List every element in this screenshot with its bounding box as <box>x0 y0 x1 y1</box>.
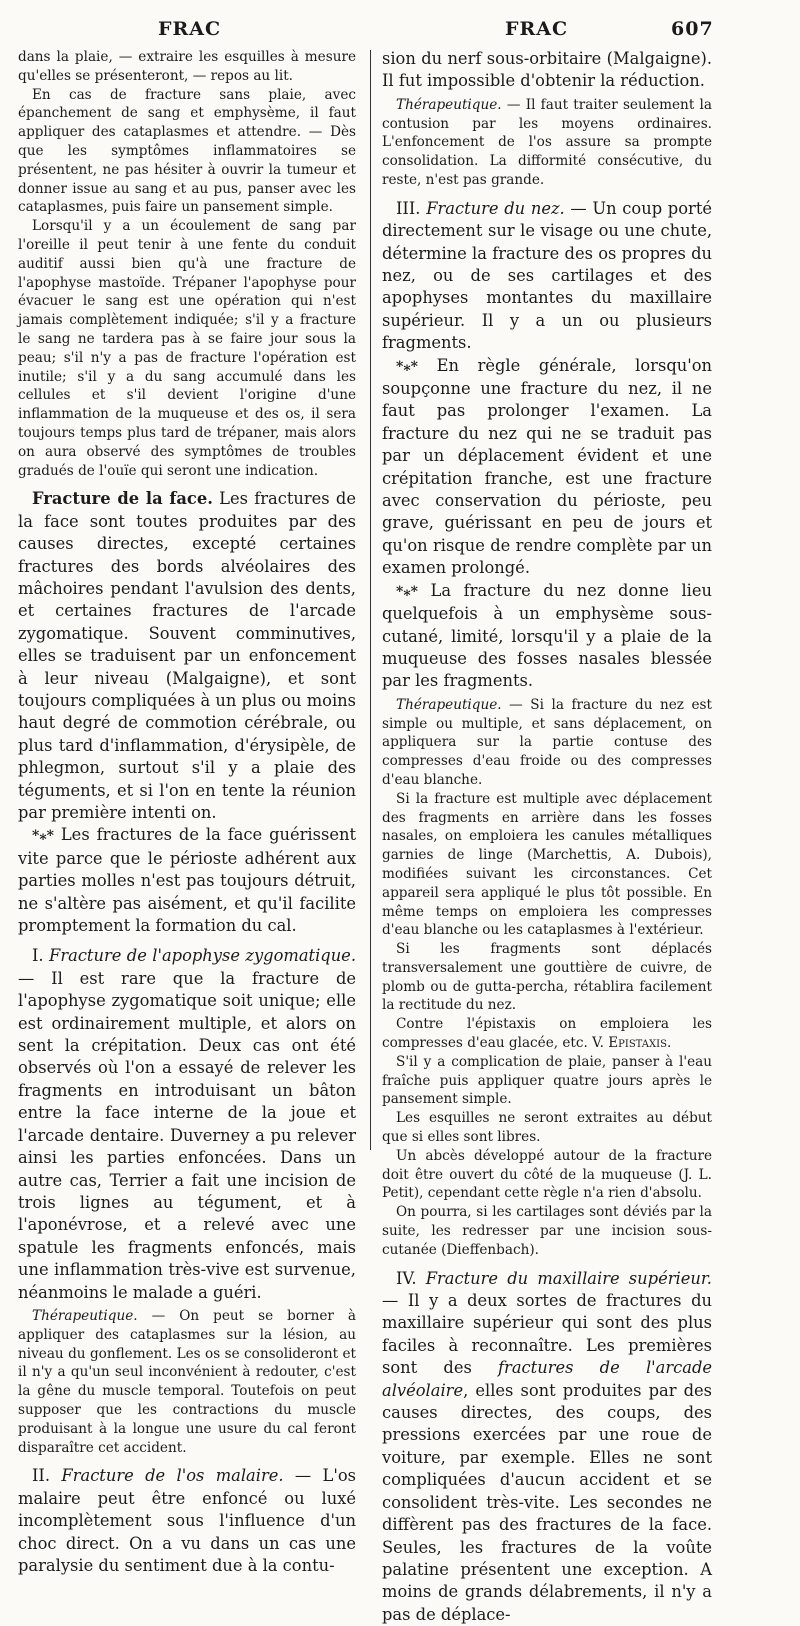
paragraph-text: Les fractures de la face sont toutes produites par des causes directes, excepté certaines fractures des bords alvéolaires des mâchoires pendant l'avulsion des dents, et certaines fractures de l'arcade zygomatique. Souvent comminutives, elles se traduisent par un enfoncement à leur niveau (Malgaigne), et sont toujours compliquées à un plus ou moins haut degré de commotion cérébrale, ou plus tard d'inflammation, d'érysipèle, de phlegmon, surtout s'il y a plaie des téguments, et si l'on en tente la réunion par première intenti on. <box>18 489 356 823</box>
paragraph-text: Les fractures de la face guérissent vite parce que le périoste adhérent aux parties molles n'est pas toujours détruit, ne s'altère pas aisément, et qu'il facilite promptement la formation du cal. <box>18 825 356 936</box>
paragraph-text: — Il est rare que la fracture de l'apophyse zygomatique soit unique; elle est ordinairement multiple, et alors on sent la crépitation. Deux cas ont été observés où l'on a essayé de relever les fragments en introduisant un bâton entre la face interne de la joue et l'arcade dentaire. Duverney a pu relever ainsi les parties enfoncées. Dans un autre cas, Terrier a fait une incision de trois lignes au tégument, et à l'aponévrose, et a relevé avec une spatule les fragments enfoncés, mais une inflammation très-vive est survenue, néanmoins le malade a guéri. <box>18 968 356 1302</box>
subsection-number: II. <box>32 1466 51 1486</box>
subsection-number: IV. <box>396 1268 417 1288</box>
running-head-center: FRAC <box>505 18 569 40</box>
paragraph: Les esquilles ne seront extraites au début que si elles sont libres. <box>382 1110 712 1146</box>
paragraph: Lorsqu'il y a un écoulement de sang par l'oreille il peut tenir à une fente du conduit auditif aussi bien qu'à une fracture de l'apophyse mastoïde. Trépaner l'apophyse pour évacuer le sang est une opération qui n'est jamais complètement indiquée; s'il y a fracture le sang ne tardera pas à se faire jour sous la peau; s'il n'y a pas de fracture l'opération est inutile; s'il y a du sang accumulé dans les cellules et s'il devient l'origine d'une inflammation de la muqueuse et des os, il sera toujours temps plus tard de trépaner, mais alors on aura observé des symptômes de troubles gradués de l'ouïe qui seront une indication. <box>18 218 356 479</box>
paragraph: Un abcès développé autour de la fracture doit être ouvert du côté de la muqueuse (J. L. Petit), cependant cette règle n'a rien d'absolu. <box>382 1147 712 1202</box>
column-divider <box>370 50 371 1150</box>
paragraph: En cas de fracture sans plaie, avec épanchement de sang et emphysème, il faut appliquer des cataplasmes et attendre. — Dès que les symptômes inflammatoires se présentent, ne pas hésiter à ouvrir la tumeur et donner issue au sang et au pus, panser avec les cataplasmes, puis faire un pansement simple. <box>18 86 356 216</box>
paragraph: On pourra, si les cartilages sont déviés par la suite, les redresser par une incision sous-cutanée (Dieffenbach). <box>382 1204 712 1258</box>
paragraph-text: — L'os malaire peut être enfoncé ou luxé incomplètement sous l'influence d'un choc direct. On a vu dans un cas une paralysie du sentiment due à la contu- <box>18 1466 357 1575</box>
subsection-title: Fracture du nez. <box>426 198 565 218</box>
subsection-title: Fracture de l'apophyse zygomatique. <box>49 946 356 966</box>
emphasized-text: fractures de l'arcade alvéolaire <box>382 1358 713 1400</box>
therapy-label: Thérapeutique. <box>396 696 502 713</box>
paragraph-text: , elles sont produites par des causes directes, des coups, des pressions exercées par une roue de voiture, par exemple. Elles ne sont compliquées d'aucun accident et se consolident très-vite. Les secondes ne diffèrent pas des fractures de la face. Seules, les fractures de la voûte palatine présentent une exception. A moins de grands délabrements, il n'y a pas de déplace- <box>382 1380 712 1624</box>
paragraph: Si les fragments sont déplacés transversalement une gouttière de cuivre, de plomb ou de gutta-percha, rétablira facilement la rectitude du nez. <box>382 941 712 1014</box>
paragraph-text: — Un coup porté directement sur le visage ou une chute, détermine la fracture des os propres du nez, ou de ses cartilages et des apophyses montantes du maxillaire supérieur. Il y a un ou plusieurs fragments. <box>382 198 712 353</box>
asterism-mark: *⁎* <box>396 583 418 600</box>
cross-reference: Epistaxis. <box>608 1035 672 1052</box>
paragraph: sion du nerf sous-orbitaire (Malgaigne). Il fut impossible d'obtenir la réduction. <box>382 49 712 91</box>
therapy-paragraph <box>18 1307 356 1457</box>
subsection-malar <box>18 1465 356 1577</box>
paragraph-text: — Il faut traiter seulement la contusion par les moyens ordinaires. L'enfoncement de l'os assure sa prompte consolidation. La difformité consécutive, du reste, n'est pas grande. <box>382 96 712 188</box>
section-heading: Fracture de la face. <box>32 489 213 509</box>
paragraph <box>18 824 356 937</box>
asterism-mark: *⁎* <box>396 358 418 375</box>
subsection-maxilla <box>382 1268 712 1626</box>
page-number: 607 <box>671 18 714 40</box>
subsection-title: Fracture du maxillaire supérieur. <box>425 1268 712 1288</box>
therapy-label: Thérapeutique. <box>32 1307 138 1324</box>
therapy-paragraph <box>382 96 712 190</box>
paragraph <box>382 1015 712 1053</box>
paragraph-text: — Il y a deux sortes de fractures du maxillaire supérieur qui sont des plus faciles à reconnaître. Les premières sont des <box>382 1291 712 1378</box>
paragraph-text: Contre l'épistaxis on emploiera les compresses d'eau glacée, etc. V. <box>382 1016 712 1052</box>
subsection-nose <box>382 198 712 355</box>
therapy-paragraph <box>382 696 712 790</box>
running-head-left: FRAC <box>158 18 222 40</box>
paragraph <box>382 355 712 580</box>
paragraph-text: En règle générale, lorsqu'on soupçonne une fracture du nez, il ne faut pas prolonger l'examen. La fracture du nez qui ne se traduit pas par un déplacement évident et une crépitation franche, est une fracture avec conservation du périoste, peu grave, guérissant en peu de jours et qu'on risque de rendre complète par un examen prolongé. <box>382 355 712 578</box>
subsection-zygomatic <box>18 945 356 1304</box>
paragraph-text: — On peut se borner à appliquer des cataplasmes sur la lésion, au niveau du gonflement. Les os se consolideront et il n'y a qu'un seul inconvénient à redouter, c'est la gêne du muscle temporal. Toutefois on peut supposer que les contractions du muscle produisant à la longue une usure du cal feront disparaître cet accident. <box>18 1307 356 1456</box>
paragraph <box>382 580 712 693</box>
paragraph-text: La fracture du nez donne lieu quelquefois à un emphysème sous-cutané, limité, lorsqu'il y a plaie de la muqueuse des fosses nasales blessée par les fragments. <box>382 580 712 691</box>
paragraph: dans la plaie, — extraire les esquilles à mesure qu'elles se présenteront, — repos au lit. <box>18 49 356 84</box>
subsection-title: Fracture de l'os malaire. <box>61 1466 284 1486</box>
asterism-mark: *⁎* <box>32 828 54 845</box>
paragraph-text: — Si la fracture du nez est simple ou multiple, et sans déplacement, on appliquera sur la partie contuse des compresses d'eau froide ou des compresses d'eau blanche. <box>382 696 712 788</box>
subsection-number: III. <box>396 198 421 218</box>
therapy-label: Thérapeutique. <box>396 96 502 113</box>
section-face <box>18 488 356 824</box>
right-column <box>382 48 712 1626</box>
paragraph: Si la fracture est multiple avec déplacement des fragments en arrière dans les fosses nasales, on emploiera les canules métalliques garnies de linge (Marchettis, A. Dubois), modifiées suivant les circonstances. Cet appareil sera appliqué le plus tôt possible. En même temps on emploiera les compresses d'eau blanche ou les cataplasmes à l'extérieur. <box>382 790 712 939</box>
subsection-number: I. <box>32 946 44 966</box>
paragraph: S'il y a complication de plaie, panser à l'eau fraîche puis appliquer quatre jours après le pansement simple. <box>382 1053 712 1108</box>
left-column <box>18 48 356 1577</box>
